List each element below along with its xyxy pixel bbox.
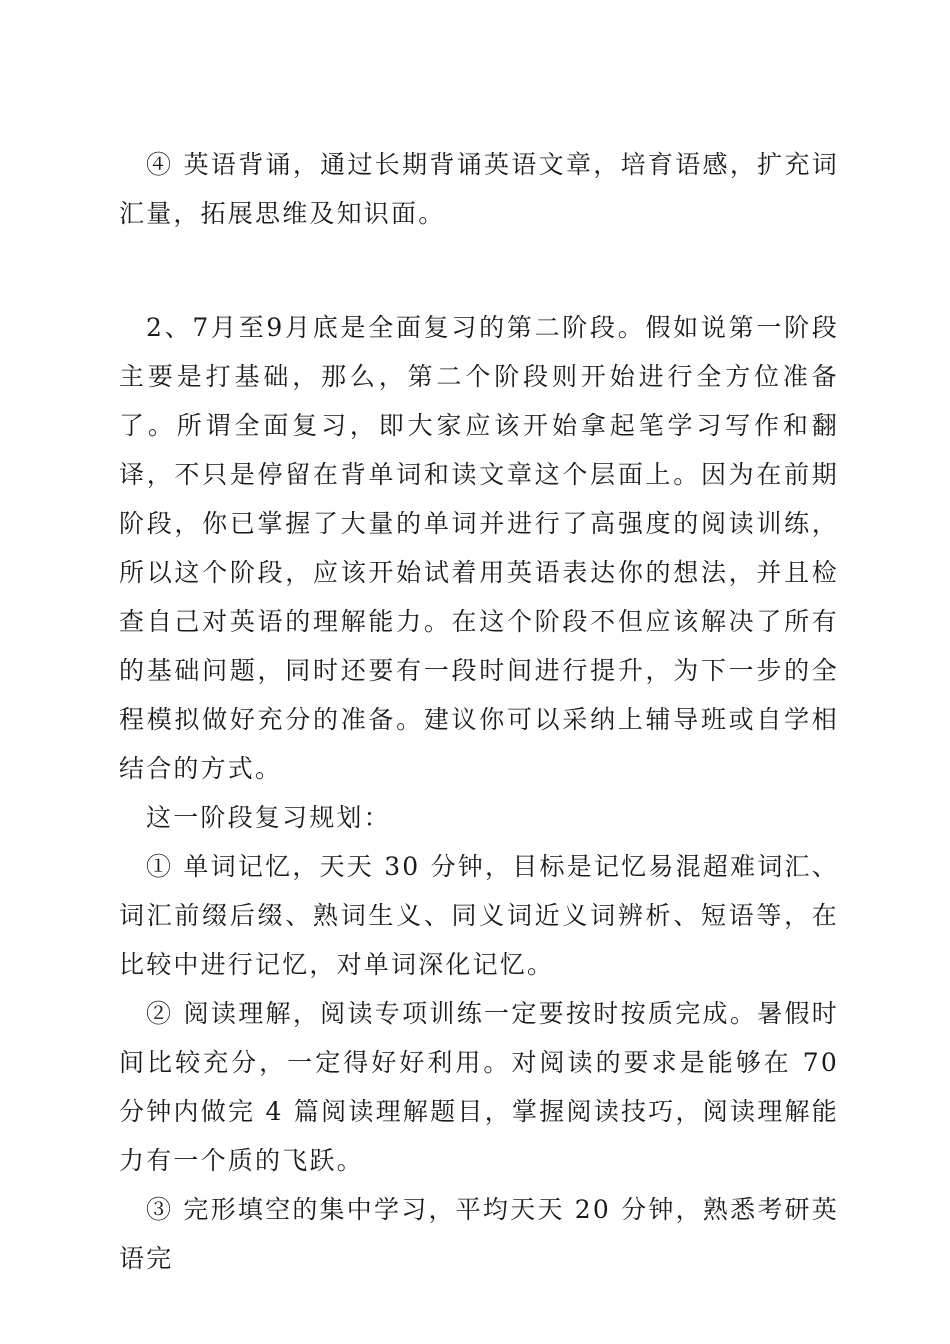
paragraph-item-1: ① 单词记忆，天天 30 分钟，目标是记忆易混超难词汇、词汇前缀后缀、熟词生义、同义词近义词辨析、短语等，在比较中进行记忆，对单词深化记忆。 (119, 852, 839, 979)
paragraph-item-4: ④ 英语背诵，通过长期背诵英语文章，培育语感，扩充词汇量，拓展思维及知识面。 (119, 150, 839, 228)
paragraph-item-2: ② 阅读理解，阅读专项训练一定要按时按质完成。暑假时间比较充分，一定得好好利用。对阅读的要求是能够在 70 分钟内做完 4 篇阅读理解题目，掌握阅读技巧，阅读理解能力有一个质的飞跃。 (119, 999, 839, 1175)
paragraph-stage-2: 2、7月至9月底是全面复习的第二阶段。假如说第一阶段主要是打基础，那么，第二个阶段则开始进行全方位准备了。所谓全面复习，即大家应该开始拿起笔学习写作和翻译，不只是停留在背单词和读文章这个层面上。因为在前期阶段，你已掌握了大量的单词并进行了高强度的阅读训练，所以这个阶段，应该开始试着用英语表达你的想法，并且检查自己对英语的理解能力。在这个阶段不但应该解决了所有的基础问题，同时还要有一段时间进行提升，为下一步的全程模拟做好充分的准备。建议你可以采纳上辅导班或自学相结合的方式。 (119, 313, 839, 783)
paragraph-plan-heading: 这一阶段复习规划： (146, 803, 391, 832)
paragraph-item-3: ③ 完形填空的集中学习，平均天天 20 分钟，熟悉考研英语完 (119, 1195, 839, 1273)
document-body (119, 140, 839, 1283)
